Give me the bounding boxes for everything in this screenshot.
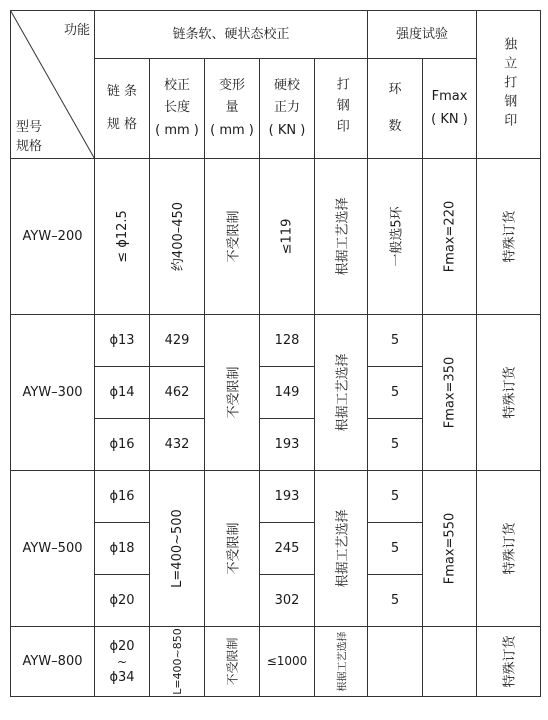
header-correction-group: 链条软、硬状态校正 xyxy=(172,26,290,42)
header-ring-count xyxy=(368,59,422,158)
row-ayw500-chain-3: ϕ20 xyxy=(109,592,135,608)
header-rings-line1: 环 xyxy=(388,82,402,98)
row-ayw300-chain-3: ϕ16 xyxy=(109,436,135,452)
row-ayw800-rings xyxy=(368,627,422,696)
row-ayw500-chain-2: ϕ18 xyxy=(109,540,135,556)
row-ayw500-stamp-text: 根据工艺选择 xyxy=(335,509,351,588)
header-chain-line1: 链 条 xyxy=(106,84,138,100)
row-ayw800-chain-top: ϕ20 xyxy=(109,638,135,654)
row-ayw200-rings xyxy=(368,159,422,314)
row-ayw300-rings-3: 5 xyxy=(390,436,400,452)
row-ayw300-model: AYW–300 xyxy=(22,384,83,400)
header-length-line2: 长度 xyxy=(163,100,190,116)
row-ayw500-force-1: 193 xyxy=(274,488,300,504)
row-ayw500-fmax xyxy=(423,471,476,626)
row-ayw800-length xyxy=(150,627,204,696)
row-ayw200-chain xyxy=(95,159,149,314)
header-fmax-line1: Fmax xyxy=(431,89,468,105)
row-ayw300-force-2: 149 xyxy=(274,384,300,400)
row-ayw200-deform xyxy=(205,159,259,314)
header-correction-length xyxy=(150,59,204,158)
row-ayw500-rings-2: 5 xyxy=(390,540,400,556)
header-force-line2: 正力 xyxy=(273,100,300,116)
header-force-line3: ( KN ) xyxy=(268,122,306,138)
row-ayw500-deform xyxy=(205,471,259,626)
header-fmax-line2: ( KN ) xyxy=(431,111,468,127)
row-ayw500-length-text: L=400~500 xyxy=(169,509,185,588)
row-ayw300-chain-1: ϕ13 xyxy=(109,332,135,348)
row-ayw300-deform-text: 不受限制 xyxy=(226,366,242,419)
header-deformation xyxy=(205,59,259,158)
row-ayw300-fmax xyxy=(423,315,476,470)
row-ayw500-indep-text: 特殊订货 xyxy=(502,522,518,575)
row-ayw200-rings-text: 一般选5环 xyxy=(389,206,405,267)
row-ayw200-stamp-text: 根据工艺选择 xyxy=(335,197,351,276)
row-ayw300-indep-text: 特殊订货 xyxy=(502,366,518,419)
header-hard-correction-force xyxy=(260,59,314,158)
header-model-label xyxy=(16,116,66,154)
row-ayw500-force-2: 245 xyxy=(274,540,300,556)
header-length-line3: ( mm ) xyxy=(155,122,199,138)
row-ayw300-force-3: 193 xyxy=(274,436,300,452)
row-ayw300-indep xyxy=(477,315,540,470)
row-ayw300-force-1: 128 xyxy=(274,332,300,348)
header-chain-spec xyxy=(95,59,149,158)
row-ayw300-rings-2: 5 xyxy=(390,384,400,400)
row-ayw500-force-3: 302 xyxy=(274,592,300,608)
header-deform-line1: 变形 xyxy=(218,78,245,94)
row-ayw200-force-text: ≤119 xyxy=(279,218,295,255)
row-ayw800-model: AYW–800 xyxy=(22,653,83,669)
header-deform-line3: ( mm ) xyxy=(210,122,254,138)
header-chain-line2: 规 格 xyxy=(106,116,138,132)
row-ayw800-force: ≤1000 xyxy=(266,654,308,669)
row-ayw800-stamp xyxy=(315,627,367,696)
header-fmax xyxy=(423,59,476,158)
row-ayw500-rings-1: 5 xyxy=(390,488,400,504)
row-ayw200-force xyxy=(260,159,314,314)
row-ayw300-deform xyxy=(205,315,259,470)
row-ayw500-stamp xyxy=(315,471,367,626)
row-ayw200-indep xyxy=(477,159,540,314)
row-ayw500-chain-1: ϕ16 xyxy=(109,488,135,504)
row-ayw800-chain-bottom: ϕ34 xyxy=(109,669,135,685)
row-ayw500-fmax-text: Fmax=550 xyxy=(442,512,458,585)
row-ayw300-stamp xyxy=(315,315,367,470)
header-independent-stamp xyxy=(477,11,540,158)
row-ayw800-deform-text: 不受限制 xyxy=(225,637,240,686)
row-ayw500-rings-3: 5 xyxy=(390,592,400,608)
row-ayw500-deform-text: 不受限制 xyxy=(226,522,242,575)
row-ayw300-chain-2: ϕ14 xyxy=(109,384,135,400)
header-stamp-text: 打钢印 xyxy=(333,77,349,140)
row-ayw800-indep-text: 特殊订货 xyxy=(502,635,518,688)
row-ayw300-fmax-text: Fmax=350 xyxy=(442,356,458,429)
row-ayw300-length-2: 462 xyxy=(164,384,190,400)
row-ayw500-length xyxy=(150,471,204,626)
header-indep-text: 独立打钢印 xyxy=(501,37,517,132)
row-ayw200-length-text: 约400–450 xyxy=(171,201,187,272)
header-stamp xyxy=(315,59,367,158)
row-ayw200-model: AYW–200 xyxy=(22,228,83,244)
row-ayw800-fmax xyxy=(423,627,476,696)
row-ayw200-chain-text: ≤ ϕ12.5 xyxy=(114,210,130,263)
header-model-label-line1: 型号 xyxy=(16,120,43,135)
header-model-label-line2: 规格 xyxy=(16,139,43,154)
header-length-line1: 校正 xyxy=(163,78,190,94)
row-ayw200-fmax-text: Fmax=220 xyxy=(442,200,458,273)
row-ayw200-fmax xyxy=(423,159,476,314)
row-ayw300-stamp-text: 根据工艺选择 xyxy=(335,353,351,432)
row-ayw300-length-3: 432 xyxy=(164,436,190,452)
header-force-line1: 硬校 xyxy=(273,78,300,94)
header-strength-group: 强度试验 xyxy=(395,26,448,42)
row-ayw800-indep xyxy=(477,627,540,696)
row-ayw800-stamp-text: 根据工艺选择 xyxy=(337,631,349,692)
row-ayw200-indep-text: 特殊订货 xyxy=(502,210,518,263)
header-function-label: 功能 xyxy=(63,23,90,39)
row-ayw500-indep xyxy=(477,471,540,626)
header-deform-line2: 量 xyxy=(225,100,239,116)
row-ayw500-model: AYW–500 xyxy=(22,540,83,556)
row-ayw300-length-1: 429 xyxy=(164,332,190,348)
row-ayw300-rings-1: 5 xyxy=(390,332,400,348)
row-ayw800-chain xyxy=(95,627,149,696)
row-ayw800-chain-tilde: ~ xyxy=(116,654,128,669)
row-ayw200-stamp xyxy=(315,159,367,314)
header-rings-line2: 数 xyxy=(388,118,402,134)
row-ayw200-length xyxy=(150,159,204,314)
row-ayw800-length-text: L=400~850 xyxy=(170,628,184,695)
row-ayw200-deform-text: 不受限制 xyxy=(226,210,242,263)
row-ayw800-deform xyxy=(205,627,259,696)
